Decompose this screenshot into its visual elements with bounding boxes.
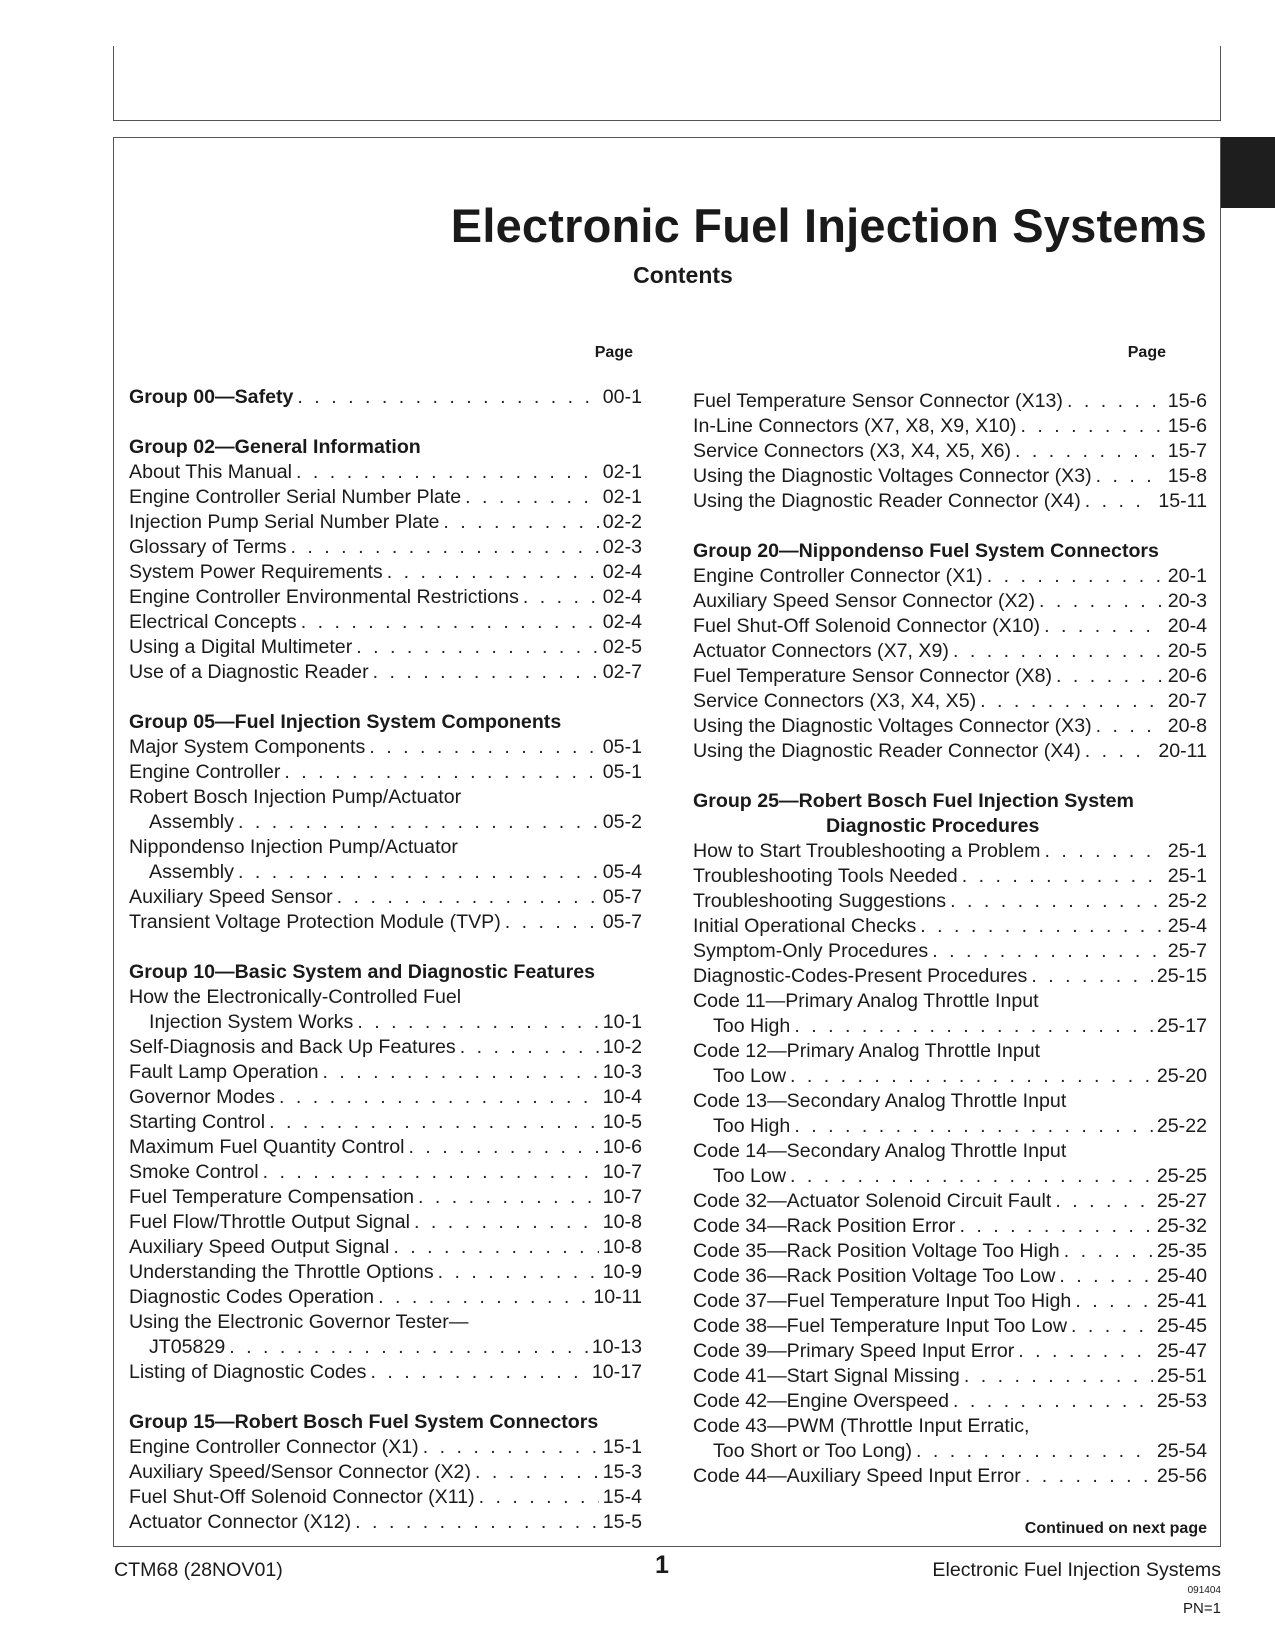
footer-code: 091404 [1187, 1585, 1221, 1596]
section-tab [1221, 137, 1275, 208]
toc-entry[interactable]: JT05829 . . . 10-13 [129, 1335, 642, 1360]
toc-entry[interactable]: Too Low . . . 25-20 [693, 1064, 1207, 1089]
group-heading: Group 15—Robert Bosch Fuel System Connectors [129, 1411, 599, 1433]
toc-entry[interactable]: Using the Diagnostic Voltages Connector (X3) . . . 20-8 [693, 714, 1207, 739]
toc-entry-line: Robert Bosch Injection Pump/Actuator [129, 786, 462, 808]
toc-entry[interactable]: Using the Diagnostic Reader Connector (X4) . . . 15-11 [693, 489, 1207, 514]
toc-entry-line: Code 14—Secondary Analog Throttle Input [693, 1140, 1067, 1162]
toc-entry[interactable]: Smoke Control . . . 10-7 [129, 1160, 642, 1185]
toc-entry[interactable]: Using a Digital Multimeter . . . 02-5 [129, 635, 642, 660]
contents-subtitle: Contents [633, 262, 733, 288]
left-page-column-label: Page [594, 344, 633, 361]
toc-entry[interactable]: Maximum Fuel Quantity Control . . . 10-6 [129, 1135, 642, 1160]
toc-entry[interactable]: Too Short or Too Long) . . . 25-54 [693, 1439, 1207, 1464]
toc-entry[interactable]: Injection System Works . . . 10-1 [129, 1010, 642, 1035]
group-heading: Group 10—Basic System and Diagnostic Features [129, 961, 596, 983]
toc-entry[interactable]: Code 44—Auxiliary Speed Input Error . . . 25-56 [693, 1464, 1207, 1489]
toc-entry[interactable]: Initial Operational Checks . . . 25-4 [693, 914, 1207, 939]
toc-entry[interactable]: Troubleshooting Tools Needed . . . 25-1 [693, 864, 1207, 889]
toc-entry[interactable]: Major System Components . . . 05-1 [129, 735, 642, 760]
group-heading: Group 25—Robert Bosch Fuel Injection System [693, 790, 1134, 812]
toc-entry[interactable]: Injection Pump Serial Number Plate . . . 02-2 [129, 510, 642, 535]
toc-entry[interactable]: Service Connectors (X3, X4, X5) . . . 20-7 [693, 689, 1207, 714]
toc-entry-line: How the Electronically-Controlled Fuel [129, 986, 462, 1008]
toc-entry-line: Code 12—Primary Analog Throttle Input [693, 1040, 1041, 1062]
toc-entry[interactable]: Code 32—Actuator Solenoid Circuit Fault . . . 25-27 [693, 1189, 1207, 1214]
toc-entry[interactable] [129, 385, 642, 410]
toc-entry[interactable]: In-Line Connectors (X7, X8, X9, X10) . . . 15-6 [693, 414, 1207, 439]
toc-entry[interactable]: Transient Voltage Protection Module (TVP) . . . 05-7 [129, 910, 642, 935]
toc-right-column [693, 389, 1207, 1489]
toc-entry[interactable]: Listing of Diagnostic Codes . . . 10-17 [129, 1360, 642, 1385]
toc-entry[interactable]: Too High . . . 25-17 [693, 1014, 1207, 1039]
toc-entry[interactable]: Service Connectors (X3, X4, X5, X6) . . . 15-7 [693, 439, 1207, 464]
toc-entry[interactable]: Assembly . . . 05-2 [129, 810, 642, 835]
toc-entry[interactable]: Fuel Shut-Off Solenoid Connector (X10) . . . 20-4 [693, 614, 1207, 639]
group-heading: Group 20—Nippondenso Fuel System Connectors [693, 540, 1159, 562]
toc-entry[interactable]: Governor Modes . . . 10-4 [129, 1085, 642, 1110]
footer-manual-id: CTM68 (28NOV01) [114, 1559, 283, 1581]
toc-entry[interactable]: Fuel Shut-Off Solenoid Connector (X11) . . . 15-4 [129, 1485, 642, 1510]
group-heading: Group 02—General Information [129, 436, 421, 458]
footer-page-number: 1 [655, 1551, 669, 1579]
toc-entry[interactable]: Auxiliary Speed Output Signal . . . 10-8 [129, 1235, 642, 1260]
toc-entry[interactable]: Glossary of Terms . . . 02-3 [129, 535, 642, 560]
toc-entry[interactable]: How to Start Troubleshooting a Problem . . . 25-1 [693, 839, 1207, 864]
toc-entry[interactable]: Fuel Flow/Throttle Output Signal . . . 10-8 [129, 1210, 642, 1235]
group-heading-continued: Diagnostic Procedures [826, 815, 1040, 837]
toc-entry[interactable]: Code 34—Rack Position Error . . . 25-32 [693, 1214, 1207, 1239]
continued-note: Continued on next page [1024, 1520, 1207, 1537]
toc-entry[interactable]: Diagnostic-Codes-Present Procedures . . . 25-15 [693, 964, 1207, 989]
toc-entry[interactable]: Self-Diagnosis and Back Up Features . . . 10-2 [129, 1035, 642, 1060]
toc-entry[interactable]: Too High . . . 25-22 [693, 1114, 1207, 1139]
toc-entry[interactable]: Engine Controller Environmental Restrictions . . . 02-4 [129, 585, 642, 610]
toc-entry[interactable]: Code 38—Fuel Temperature Input Too Low . . . 25-45 [693, 1314, 1207, 1339]
toc-entry-line: Code 43—PWM (Throttle Input Erratic, [693, 1415, 1030, 1437]
toc-entry[interactable]: Code 39—Primary Speed Input Error . . . 25-47 [693, 1339, 1207, 1364]
toc-entry[interactable]: Fault Lamp Operation . . . 10-3 [129, 1060, 642, 1085]
toc-entry[interactable]: Code 42—Engine Overspeed . . . 25-53 [693, 1389, 1207, 1414]
toc-entry[interactable]: Using the Diagnostic Reader Connector (X4) . . . 20-11 [693, 739, 1207, 764]
toc-entry[interactable]: Use of a Diagnostic Reader . . . 02-7 [129, 660, 642, 685]
toc-entry[interactable]: About This Manual . . . 02-1 [129, 460, 642, 485]
toc-entry[interactable]: Auxiliary Speed Sensor Connector (X2) . . . 20-3 [693, 589, 1207, 614]
toc-entry[interactable]: System Power Requirements . . . 02-4 [129, 560, 642, 585]
toc-entry[interactable]: Starting Control . . . 10-5 [129, 1110, 642, 1135]
footer-pn: PN=1 [1183, 1600, 1221, 1617]
toc-entry-line: Code 13—Secondary Analog Throttle Input [693, 1090, 1067, 1112]
toc-entry[interactable]: Auxiliary Speed Sensor . . . 05-7 [129, 885, 642, 910]
toc-entry-line: Code 11—Primary Analog Throttle Input [693, 990, 1039, 1012]
toc-entry-line: Using the Electronic Governor Tester— [129, 1311, 469, 1333]
footer-title: Electronic Fuel Injection Systems [932, 1559, 1221, 1581]
toc-entry[interactable]: Using the Diagnostic Voltages Connector (X3) . . . 15-8 [693, 464, 1207, 489]
toc-entry[interactable]: Code 35—Rack Position Voltage Too High . . . 25-35 [693, 1239, 1207, 1264]
toc-entry[interactable]: Electrical Concepts . . . 02-4 [129, 610, 642, 635]
toc-entry-line: Nippondenso Injection Pump/Actuator [129, 836, 458, 858]
toc-entry[interactable]: Actuator Connectors (X7, X9) . . . 20-5 [693, 639, 1207, 664]
toc-left-column [129, 385, 642, 1535]
toc-entry[interactable]: Understanding the Throttle Options . . . 10-9 [129, 1260, 642, 1285]
toc-entry[interactable]: Code 36—Rack Position Voltage Too Low . . . 25-40 [693, 1264, 1207, 1289]
toc-entry[interactable]: Symptom-Only Procedures . . . 25-7 [693, 939, 1207, 964]
header-rule-box [113, 46, 1221, 121]
toc-entry[interactable]: Actuator Connector (X12) . . . 15-5 [129, 1510, 642, 1535]
toc-entry[interactable]: Auxiliary Speed/Sensor Connector (X2) . . . 15-3 [129, 1460, 642, 1485]
toc-entry[interactable]: Assembly . . . 05-4 [129, 860, 642, 885]
toc-entry-page: 00-1 [602, 386, 642, 408]
toc-entry-title: Group 00—Safety [129, 386, 294, 408]
toc-entry[interactable]: Too Low . . . 25-25 [693, 1164, 1207, 1189]
toc-entry[interactable]: Fuel Temperature Compensation . . . 10-7 [129, 1185, 642, 1210]
toc-entry[interactable]: Engine Controller Connector (X1) . . . 15-1 [129, 1435, 642, 1460]
toc-entry[interactable]: Engine Controller Serial Number Plate . . . 02-1 [129, 485, 642, 510]
right-page-column-label: Page [1127, 344, 1166, 361]
group-heading: Group 05—Fuel Injection System Components [129, 711, 562, 733]
toc-entry[interactable]: Fuel Temperature Sensor Connector (X8) . . . 20-6 [693, 664, 1207, 689]
toc-entry[interactable]: Engine Controller Connector (X1) . . . 20-1 [693, 564, 1207, 589]
toc-entry[interactable]: Code 37—Fuel Temperature Input Too High . . . 25-41 [693, 1289, 1207, 1314]
toc-entry[interactable]: Diagnostic Codes Operation . . . 10-11 [129, 1285, 642, 1310]
toc-entry[interactable]: Engine Controller . . . 05-1 [129, 760, 642, 785]
toc-entry[interactable]: Fuel Temperature Sensor Connector (X13) . . . 15-6 [693, 389, 1207, 414]
document-title: Electronic Fuel Injection Systems [450, 199, 1207, 252]
toc-entry[interactable]: Troubleshooting Suggestions . . . 25-2 [693, 889, 1207, 914]
toc-entry[interactable]: Code 41—Start Signal Missing . . . 25-51 [693, 1364, 1207, 1389]
